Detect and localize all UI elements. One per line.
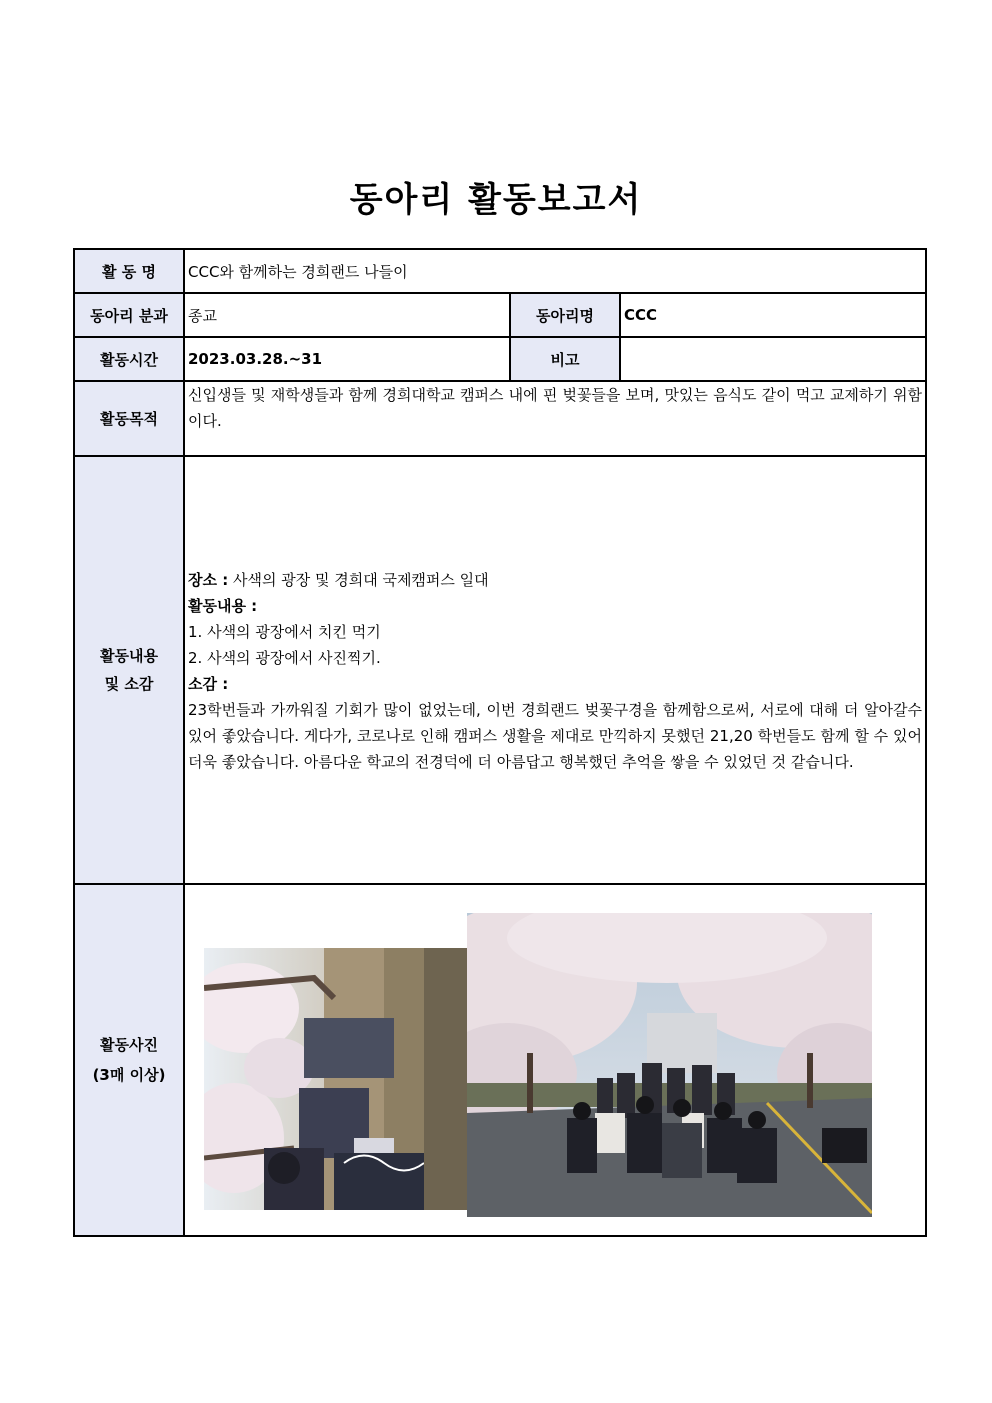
content-label-line2: 및 소감: [104, 675, 154, 693]
impression-text: 23학번들과 가까워질 기회가 많이 없었는데, 이번 경희랜드 벚꽃구경을 함께함으로써, 서로에 대해 더 알아갈수 있어 좋았습니다. 게다가, 코로나로 인해 캠퍼스 생활을 제대로 만끽하지 못했던 21,20 학번들도 함께 할 수 있어 더욱 좋았습니다. 아름다운 학교의 전경덕에 더 아름답고 행복했던 추억을 쌓을 수 있었던 것 같습니다.: [188, 701, 923, 771]
remarks-label: 비고: [510, 337, 620, 381]
report-table: [73, 248, 927, 1237]
club-name-value: CCC: [620, 293, 926, 337]
photos-cell: [184, 884, 926, 1236]
photos-label: [74, 884, 184, 1236]
activity-time-label: 활동시간: [74, 337, 184, 381]
activity-name-value: CCC와 함께하는 경희랜드 나들이: [184, 249, 926, 293]
activity-item-2: 2. 사색의 광장에서 사진찍기.: [188, 649, 381, 667]
activity-time-value: 2023.03.28.~31: [184, 337, 510, 381]
photos-label-line2: (3매 이상): [92, 1066, 166, 1084]
remarks-value: [620, 337, 926, 381]
impression-label: 소감 :: [188, 675, 229, 693]
club-category-label: 동아리 분과: [74, 293, 184, 337]
content-label: [74, 456, 184, 884]
content-body: [184, 456, 926, 884]
activity-photo-1: [204, 948, 467, 1210]
club-category-value: 종교: [184, 293, 510, 337]
place-value: 사색의 광장 및 경희대 국제캠퍼스 일대: [228, 571, 489, 589]
page-title: 동아리 활동보고서: [349, 180, 643, 220]
purpose-value: 신입생들 및 재학생들과 함께 경희대학교 캠퍼스 내에 핀 벚꽃들을 보며, 맛있는 음식도 같이 먹고 교제하기 위함이다.: [184, 381, 926, 456]
content-label-line1: 활동내용: [100, 647, 158, 665]
activity-content-label: 활동내용 :: [188, 597, 258, 615]
club-name-label: 동아리명: [510, 293, 620, 337]
activity-photo-2: [467, 913, 872, 1217]
purpose-label: 활동목적: [74, 381, 184, 456]
place-line: [188, 567, 922, 593]
activity-name-label: 활 동 명: [74, 249, 184, 293]
place-label: 장소 :: [188, 571, 229, 589]
photos-label-line1: 활동사진: [100, 1036, 158, 1054]
activity-item-1: 1. 사색의 광장에서 치킨 먹기: [188, 623, 381, 641]
